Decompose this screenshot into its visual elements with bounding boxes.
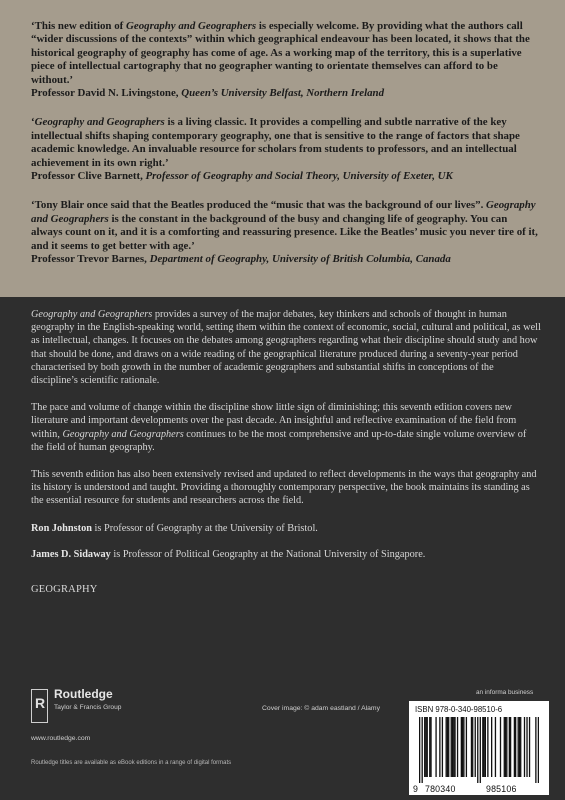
barcode-bar	[439, 717, 440, 777]
barcode-bar	[463, 717, 464, 777]
quote-attribution	[31, 170, 539, 183]
endorsement-quote	[31, 199, 539, 266]
barcode-bar	[442, 717, 443, 777]
barcode-bar	[452, 717, 453, 777]
barcode-bar	[510, 717, 511, 777]
barcode-bar	[491, 717, 492, 777]
text-run: ‘This new edition of	[31, 20, 127, 32]
quotes-list	[31, 20, 539, 267]
barcode-bar	[430, 717, 431, 777]
barcode-bar	[485, 717, 486, 777]
text-run: is the constant in the background of the busy and changing life of geography. You can always count on it, and it is a comforting and reassuring presence. Like the Beatles’ music you never tire of it, and it seems to get better with age.’	[31, 212, 538, 252]
barcode-bars	[419, 717, 539, 783]
barcode-bar	[477, 717, 478, 783]
barcode-bar	[435, 717, 436, 777]
text-run: The pace and volume of change within the discipline show little sign of diminishing; this seventh edition covers new literature and important developments over the past decade. An insightful and reflective examination of the field from within,	[31, 402, 517, 440]
subject-category: GEOGRAPHY	[31, 583, 98, 595]
text-run: Professor David N. Livingstone,	[31, 87, 182, 100]
italic-run: Geography and Geographers	[34, 116, 165, 129]
logo-mark-icon: R	[31, 689, 48, 723]
text-run: This seventh edition has also been extensively revised and updated to reflect developments in the ways that geography and its history is understood and taught. Providing a thoroughly contemporary perspective, the book maintains its standing as the essential resource for students and researchers across the field.	[31, 469, 537, 507]
author-bio	[31, 522, 541, 535]
publisher-name: Routledge	[54, 687, 113, 701]
author-affiliation: is Professor of Political Geography at the National University of Singapore.	[110, 548, 426, 560]
barcode-bar	[472, 717, 473, 777]
italic-run: Queen’s University Belfast, Northern Ireland	[181, 87, 385, 100]
endorsements-section	[0, 0, 565, 297]
barcode-bar	[457, 717, 458, 777]
ebook-note: Routledge titles are available as eBook editions in a range of digital formats	[31, 760, 232, 766]
barcode-bar	[520, 717, 521, 777]
italic-run: Geography and Geographers	[62, 428, 184, 440]
barcode-bar	[505, 717, 506, 777]
author-name: Ron Johnston	[31, 522, 92, 534]
barcode-bar	[462, 717, 463, 777]
barcode-bar	[471, 717, 472, 777]
author-name: James D. Sidaway	[31, 548, 111, 560]
endorsement-quote	[31, 116, 539, 183]
endorsement-quote	[31, 20, 539, 100]
italic-run: Department of Geography, University of British Columbia, Canada	[149, 253, 451, 266]
barcode-bar	[518, 717, 519, 777]
barcode-bar	[480, 717, 481, 783]
barcode-bar	[425, 717, 426, 777]
barcode-bar	[524, 717, 525, 777]
barcode-bar	[519, 717, 520, 777]
quote-attribution	[31, 87, 539, 100]
barcode-bar	[447, 717, 448, 777]
description	[31, 308, 541, 508]
text-run: is a living classic. It provides a compelling and subtle narrative of the key intellectual shifts shaping contemporary geography, one that is sensitive to the range of factors that shape academic knowledge. An invaluable resource for scholars from students to professors, and an intellectual achievement in its own right.’	[31, 116, 520, 169]
barcode-bar	[515, 717, 516, 777]
text-run: continues to be the most comprehensive and up-to-date single volume overview of the field of human geography.	[31, 428, 527, 453]
description-paragraph	[31, 308, 541, 387]
barcode-bar	[504, 717, 505, 777]
cover-image-credit: Cover image: © adam eastland / Alamy	[262, 705, 380, 712]
italic-run: Professor of Geography and Social Theory, University of Exeter, UK	[145, 170, 453, 183]
barcode-bar	[419, 717, 420, 783]
publisher-website: www.routledge.com	[31, 735, 91, 742]
author-bio	[31, 548, 541, 561]
text-run: is especially welcome. By providing what the authors call “wider discussions of the contexts” within which geographical endeavour has been located, it shows that the historical geography of geography has come of age. As a working map of the territory, this is a superlative piece of intellectual cartography that no geographer wanting to orientate themselves can afford to be without.’	[31, 20, 530, 86]
text-run: provides a survey of the major debates, key thinkers and schools of thought in human geography in the English-speaking world, setting them within the context of economic, social, cultural and political, as well as intellectual, changes. It focuses on the debates among geographers regarding what their discipline should study and how that should be done, and draws on a wide reading of the geographical literature produced during a seventy-year period characterised by both growth in the number of academic geographers and substantial shifts in conceptions of the discipline’s scientific rationale.	[31, 309, 541, 387]
barcode-bar	[448, 717, 449, 777]
barcode-bar	[422, 717, 423, 783]
barcode-bar	[451, 717, 452, 777]
isbn-label: ISBN 978-0-340-98510-6	[415, 705, 503, 714]
barcode-bar	[500, 717, 501, 777]
description-paragraph	[31, 401, 541, 454]
barcode-bar	[526, 717, 527, 777]
italic-run: Geography and Geographers	[126, 20, 257, 32]
barcode-bar	[487, 717, 488, 777]
barcode-bar	[424, 717, 425, 777]
informa-tagline: an informa business	[476, 689, 534, 696]
barcode-bar	[483, 717, 484, 777]
routledge-logo	[31, 687, 201, 735]
barcode-bar	[475, 717, 476, 777]
barcode-bar	[427, 717, 428, 777]
barcode-bar	[529, 717, 530, 777]
barcode-bar	[466, 717, 467, 777]
publisher-group: Taylor & Francis Group	[54, 704, 122, 711]
barcode-bar	[461, 717, 462, 777]
text-run: ‘	[31, 116, 35, 129]
isbn-barcode: ISBN 978-0-340-98510-6 9 780340 985106	[409, 701, 549, 795]
barcode-bar	[482, 717, 483, 777]
text-run: Professor Clive Barnett,	[31, 170, 146, 183]
author-affiliation: is Professor of Geography at the University of Bristol.	[91, 522, 318, 534]
barcode-bar	[538, 717, 539, 783]
description-paragraph	[31, 468, 541, 508]
italic-run: Geography and Geographers	[31, 199, 536, 225]
text-run: Professor Trevor Barnes,	[31, 253, 150, 266]
barcode-bar	[429, 717, 430, 777]
barcode-bar	[446, 717, 447, 777]
barcode-bar	[495, 717, 496, 777]
barcode-bar	[506, 717, 507, 777]
author-bios	[31, 522, 541, 561]
barcode-bar	[453, 717, 454, 777]
quote-attribution	[31, 253, 539, 266]
barcode-bar	[535, 717, 536, 783]
barcode-bar	[514, 717, 515, 777]
italic-run: Geography and Geographers	[31, 309, 153, 320]
barcode-bar	[454, 717, 455, 777]
text-run: ‘Tony Blair once said that the Beatles produced the “music that was the background of our lives”.	[31, 199, 487, 212]
barcode-bar	[509, 717, 510, 777]
